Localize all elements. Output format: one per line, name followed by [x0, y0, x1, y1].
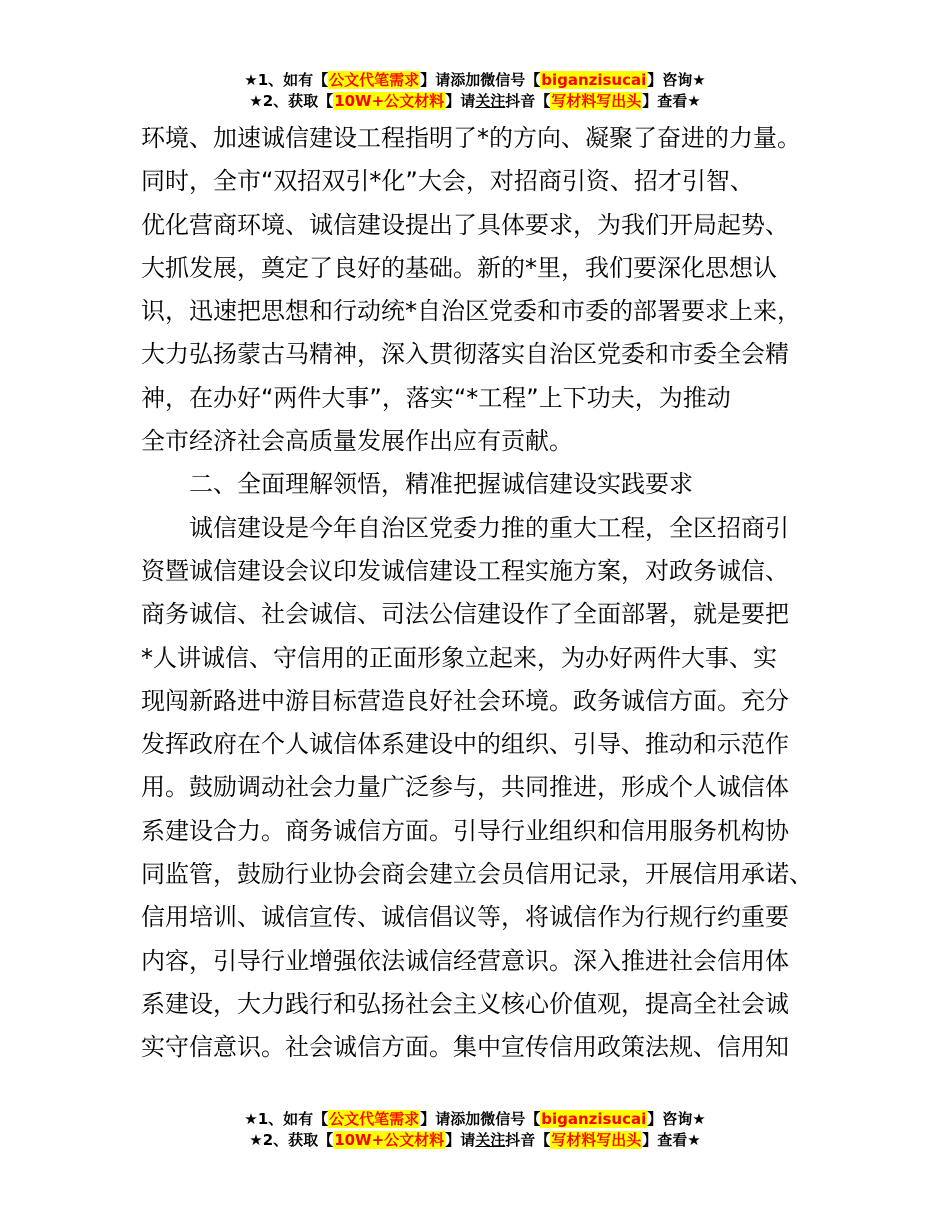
body-line: 同监管，鼓励行业协会商会建立会员信用记录，开展信用承诺、 [141, 860, 813, 889]
banner-line-1 [0, 70, 950, 91]
banner-text: 】咨询★ [647, 1110, 706, 1128]
banner-text: 】咨询★ [647, 71, 706, 89]
body-line: 内容，引导行业增强依法诚信经营意识。深入推进社会信用体 [141, 946, 789, 975]
body-line: 系建设合力。商务诚信方面。引导行业组织和信用服务机构协 [141, 816, 789, 845]
body-line: 系建设，大力践行和弘扬社会主义核心价值观，提高全社会诚 [141, 989, 789, 1018]
banner-highlight: 公文代笔需求 [329, 71, 420, 89]
document-body [141, 117, 841, 1070]
body-line: 发挥政府在个人诚信体系建设中的组织、引导、推动和示范作 [141, 730, 789, 759]
body-line: 用。鼓励调动社会力量广泛参与，共同推进，形成个人诚信体 [141, 773, 789, 802]
banner-text: 】请 [445, 1131, 476, 1149]
banner-text: 】请 [445, 92, 476, 110]
banner-highlight: 写材料写出头 [551, 92, 642, 110]
banner-text: 】查看★ [642, 92, 701, 110]
banner-text: 】请添加微信号【 [420, 1110, 541, 1128]
header-banner [0, 70, 950, 112]
banner-text: ★2、获取【 [249, 92, 334, 110]
body-line: 大抓发展，奠定了良好的基础。新的*里，我们要深化思想认 [141, 253, 777, 282]
banner-highlight: 公文代笔需求 [329, 1110, 420, 1128]
banner-text: 抖音【 [505, 1131, 551, 1149]
banner-highlight: 10W+公文材料 [334, 1131, 445, 1149]
body-line: 实守信意识。社会诚信方面。集中宣传信用政策法规、信用知 [141, 1033, 789, 1062]
body-line: 大力弘扬蒙古马精神，深入贯彻落实自治区党委和市委全会精 [141, 340, 789, 369]
body-line: *人讲诚信、守信用的正面形象立起来，为办好两件大事、实 [141, 643, 777, 672]
banner-underlined-text: 关注 [475, 92, 506, 110]
banner-highlight: 10W+公文材料 [334, 92, 445, 110]
body-line: 优化营商环境、诚信建设提出了具体要求，为我们开局起势、 [141, 210, 789, 239]
banner-underlined-text: 关注 [475, 1131, 506, 1149]
body-line: 二、全面理解领悟，精准把握诚信建设实践要求 [141, 470, 693, 499]
banner-text: 抖音【 [505, 92, 551, 110]
body-line: 现闯新路进中游目标营造良好社会环境。政务诚信方面。充分 [141, 686, 789, 715]
banner-line-2 [0, 1130, 950, 1151]
banner-text: 】请添加微信号【 [420, 71, 541, 89]
banner-line-1 [0, 1109, 950, 1130]
body-line: 同时，全市“双招双引*化”大会，对招商引资、招才引智、 [141, 167, 754, 196]
banner-text: ★1、如有【 [244, 71, 329, 89]
body-line: 资暨诚信建设会议印发诚信建设工程实施方案，对政务诚信、 [141, 556, 789, 585]
body-line: 信用培训、诚信宣传、诚信倡议等，将诚信作为行规行约重要 [141, 903, 789, 932]
banner-wechat-id: biganzisucai [541, 71, 647, 89]
banner-text: ★1、如有【 [244, 1110, 329, 1128]
body-line: 神，在办好“两件大事”，落实“*工程”上下功夫，为推动 [141, 383, 731, 412]
body-line: 商务诚信、社会诚信、司法公信建设作了全面部署，就是要把 [141, 600, 789, 629]
footer-banner [0, 1109, 950, 1151]
banner-text: 】查看★ [642, 1131, 701, 1149]
banner-text: ★2、获取【 [249, 1131, 334, 1149]
banner-highlight: 写材料写出头 [551, 1131, 642, 1149]
banner-wechat-id: biganzisucai [541, 1110, 647, 1128]
body-line: 诚信建设是今年自治区党委力推的重大工程，全区招商引 [141, 513, 789, 542]
body-line: 环境、加速诚信建设工程指明了*的方向、凝聚了奋进的力量。 [141, 124, 801, 152]
body-line: 识，迅速把思想和行动统*自治区党委和市委的部署要求上来， [141, 297, 801, 326]
body-line: 全市经济社会高质量发展作出应有贡献。 [141, 427, 573, 456]
banner-line-2 [0, 91, 950, 112]
